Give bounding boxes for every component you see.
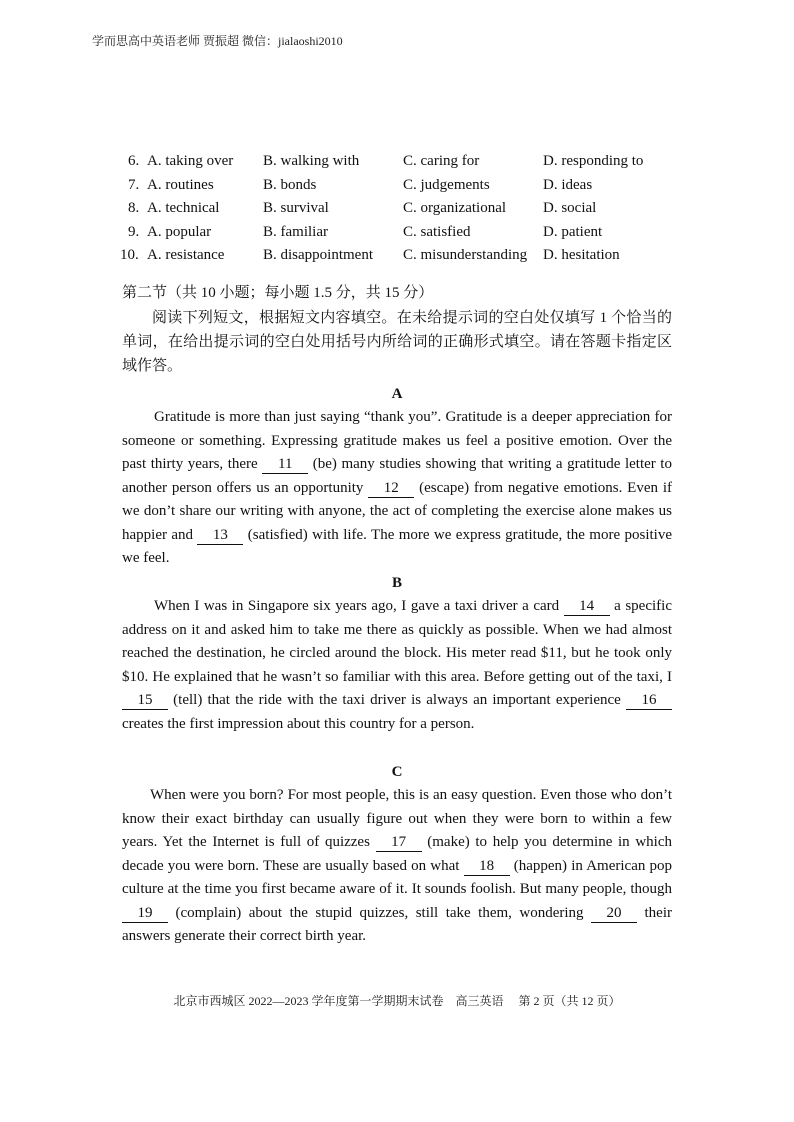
passage-body xyxy=(122,784,672,949)
passage-text: (happen) in American pop culture at the time you first became aware of it. It sounds foolish. But many people, though xyxy=(122,857,673,897)
passage-text: creates the first impression about this country for a person. xyxy=(122,715,475,732)
passage-text: (satisfied) with life. The more we express gratitude, the more positive we feel. xyxy=(122,526,673,566)
passage-text: (complain) about the stupid quizzes, still take them, wondering xyxy=(168,904,592,921)
section-title: 第二节（共 10 小题；每小题 1.5 分，共 15 分） xyxy=(122,285,434,301)
question-number: 10. xyxy=(120,247,139,263)
passage-body xyxy=(122,406,672,571)
option-d: D. social xyxy=(543,200,597,216)
option-c: C. organizational xyxy=(403,200,507,216)
option-b: B. disappointment xyxy=(263,247,373,263)
passage-text: Gratitude is more than just saying “thank you”. Gratitude is a deeper appreciation for someone or something. Expressing gratitude makes us feel a positive emotion. Over the past thirty years, there xyxy=(122,409,672,472)
option-a: A. routines xyxy=(147,176,214,193)
option-b: B. familiar xyxy=(263,223,328,240)
passage-label: A xyxy=(391,386,403,402)
option-a: A. resistance xyxy=(147,247,225,263)
passage-a xyxy=(122,382,672,571)
option-b: B. survival xyxy=(263,200,329,216)
option-d: D. patient xyxy=(543,223,603,240)
passage-text: When were you born? For most people, this is an easy question. Even those who don’t know their exact birthday can usually figure out when they were born to within a few years. Yet the Internet is full of quizzes xyxy=(122,787,672,850)
blank-17[interactable]: 17 xyxy=(376,834,422,852)
blank-13[interactable]: 13 xyxy=(197,527,243,545)
passage-b xyxy=(122,571,672,736)
passage-label: B xyxy=(391,575,402,591)
question-number: 6. xyxy=(128,153,140,169)
passage-text: (make) to help you determine in which decade you were born. These are usually based on what xyxy=(122,834,673,874)
option-d: D. ideas xyxy=(543,176,593,193)
page-header: 学而思高中英语老师 贾振超 微信：jialaoshi2010 xyxy=(92,34,343,48)
option-c: C. misunderstanding xyxy=(403,247,528,263)
blank-16[interactable]: 16 xyxy=(626,692,672,710)
option-c: C. judgements xyxy=(403,176,490,193)
option-d: D. responding to xyxy=(543,153,644,169)
section-instructions: 阅读下列短文，根据短文内容填空。在未给提示词的空白处仅填写 1 个恰当的单词，在给出提示词的空白处用括号内所给词的正确形式填空。请在答题卡指定区域作答。 xyxy=(122,310,672,374)
passage-label: C xyxy=(391,764,403,780)
blank-11[interactable]: 11 xyxy=(262,456,308,474)
passage-text: their answers generate their correct birth year. xyxy=(122,904,672,944)
blank-14[interactable]: 14 xyxy=(564,598,610,616)
question-number: 9. xyxy=(128,223,140,240)
option-b: B. bonds xyxy=(263,176,317,193)
passage-c xyxy=(122,760,672,949)
option-b: B. walking with xyxy=(263,153,360,169)
blank-19[interactable]: 19 xyxy=(122,905,168,923)
blank-20[interactable]: 20 xyxy=(591,905,637,923)
option-a: A. technical xyxy=(147,200,220,216)
option-a: A. popular xyxy=(147,223,212,240)
passage-body xyxy=(122,595,672,736)
passage-text: (tell) that the ride with the taxi driver is always an important experience xyxy=(168,692,626,708)
passage-text: a specific address on it and asked him to take me there as quickly as possible. When we had almost reached the destination, he circled around the block. His meter read $11, but he took only $10. He explained that he wasn’t so familiar with this area. Before getting out of the taxi, I xyxy=(122,598,672,685)
passage-text: When I was in Singapore six years ago, I gave a taxi driver a card xyxy=(154,598,564,614)
option-c: C. satisfied xyxy=(403,223,471,240)
blank-15[interactable]: 15 xyxy=(122,692,168,710)
option-d: D. hesitation xyxy=(543,247,620,263)
passage-text: (be) many studies showing that writing a gratitude letter to another person offers us an opportunity xyxy=(122,456,672,496)
question-number: 8. xyxy=(128,200,140,216)
option-a: A. taking over xyxy=(147,153,234,169)
blank-12[interactable]: 12 xyxy=(368,480,414,498)
question-number: 7. xyxy=(128,176,140,193)
page-footer: 北京市西城区 2022—2023 学年度第一学期期末试卷 高三英语 第 2 页（共 12 页） xyxy=(173,994,621,1008)
blank-18[interactable]: 18 xyxy=(464,858,510,876)
passage-text: (escape) from negative emotions. Even if we don’t share our writing with anyone, the act of completing the exercise alone makes us happier and xyxy=(122,479,673,543)
option-c: C. caring for xyxy=(403,153,480,169)
